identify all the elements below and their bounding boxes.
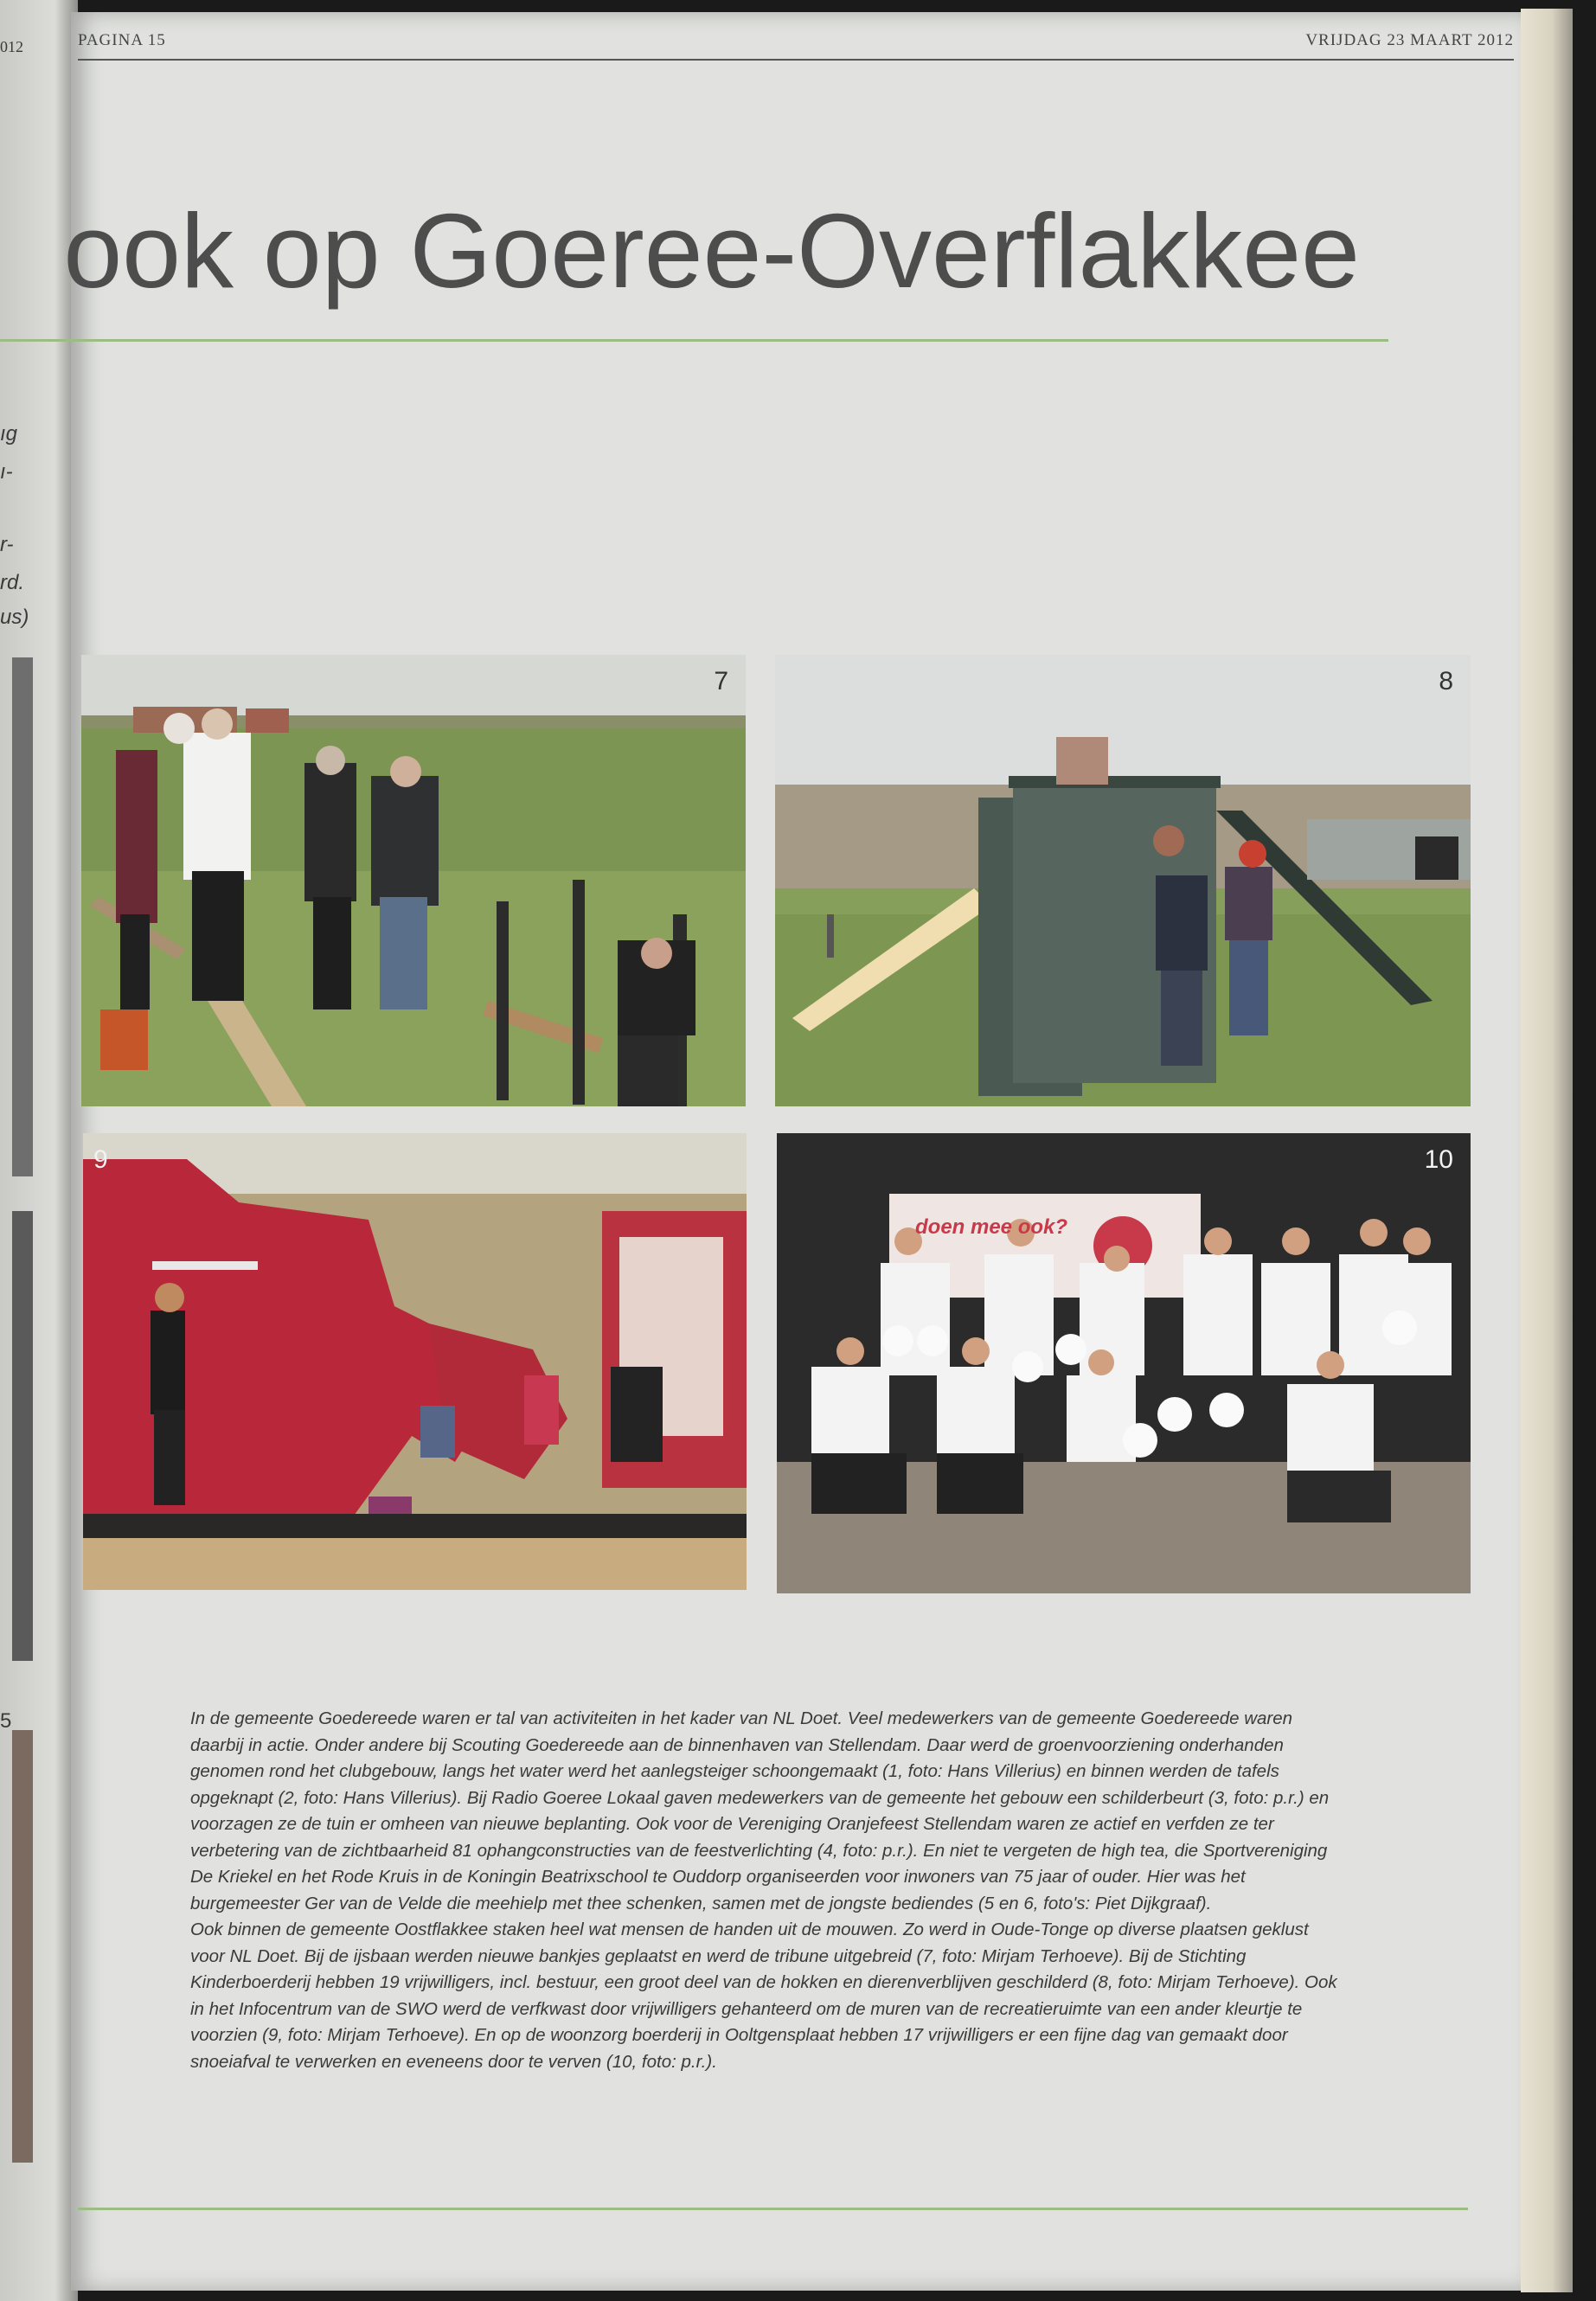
page-number: PAGINA 15 xyxy=(78,31,166,49)
photo-caption xyxy=(190,1706,1341,2075)
caption-paragraph-oostflakkee: Ook binnen de gemeente Oostflakkee staken heel wat mensen de handen uit de mouwen. Zo werd in Oude-Tonge op diverse plaatsen geklust voor NL Doet. Bij de ijsbaan werden nieuwe bankjes geplaatst en werd de tribune uitgebreid (7, foto: Mirjam Terhoeve). Bij de Stichting Kinderboerderij hebben 19 vrijwilligers, incl. bestuur, een groot deel van de hokken en dierenverblijven geschilderd (8, foto: Mirjam Terhoeve). Ook in het Infocentrum van de SWO werd de verfkwast door vrijwilligers gehanteerd om de muren van de recreatieruimte van een ander kleurtje te voorzien (9, foto: Mirjam Terhoeve). En op de woonzorg boerderij in Ooltgensplaat hebben 17 vrijwilligers er een fijne dag van gemaakt door snoeiafval te verwerken en eveneens door te verven (10, foto: p.r.). xyxy=(190,1920,1337,2072)
photo-10 xyxy=(777,1133,1471,1593)
page-date: VRIJDAG 23 MAART 2012 xyxy=(1305,31,1514,49)
photo-7 xyxy=(81,655,746,1106)
photo-number: 10 xyxy=(1424,1145,1453,1174)
left-page-fragment: r- xyxy=(0,533,14,556)
footer-rule xyxy=(78,2208,1468,2210)
header-rule xyxy=(78,59,1514,61)
left-page-fragment: us) xyxy=(0,606,29,629)
left-page-fragment: ıg xyxy=(0,422,18,445)
left-page-photo-strip xyxy=(12,657,33,1176)
left-page-fragment: 5 xyxy=(0,1709,12,1733)
caption-paragraph-goedereede: In de gemeente Goedereede waren er tal van activiteiten in het kader van NL Doet. Veel medewerkers van de gemeente Goedereede waren daarbij in actie. Onder andere bij Scouting Goedereede aan de binnenhaven van Stellendam. Daar werd de groenvoorziening onderhanden genomen rond het clubgebouw, langs het water werd het aanlegsteiger schoongemaakt (1, foto: Hans Villerius) en binnen werden de tafels opgeknapt (2, foto: Hans Villerius). Bij Radio Goeree Lokaal gaven medewerkers van de gemeente het gebouw een schilderbeurt (3, foto: p.r.) en voorzagen ze de tuin er omheen van nieuwe beplanting. Ook voor de Vereniging Oranjefeest Stellendam waren ze actief en verfden ze ter verbetering van de zichtbaarheid 81 ophangconstructies van de feestverlichting (4, foto: p.r.). En niet te vergeten de high tea, die Sportvereniging De Kriekel en het Rode Kruis in de Koningin Beatrixschool te Ouddorp organiseerden voor inwoners van 75 jaar of ouder. Hier was het burgemeester Ger van de Velde die meehielp met thee schenken, samen met de jongste bediendes (5 en 6, foto's: Piet Dijkgraaf). xyxy=(190,1708,1330,1913)
photo-9 xyxy=(83,1133,747,1590)
left-page-photo-strip xyxy=(12,1730,33,2163)
headline-text: ook op Goeree-Overflakkee xyxy=(63,192,1360,310)
left-page-fragment: ı- xyxy=(0,460,13,484)
headline-rule xyxy=(0,339,1388,342)
headline xyxy=(0,190,1445,337)
left-page-fragment: 012 xyxy=(0,38,23,55)
photo-number: 9 xyxy=(93,1145,108,1174)
left-page-photo-strip xyxy=(12,1211,33,1661)
photo-number: 7 xyxy=(714,667,728,695)
adjacent-page-edge xyxy=(0,0,78,2301)
photo-8 xyxy=(775,655,1471,1106)
left-page-fragment: rd. xyxy=(0,571,25,594)
page-binding-edge xyxy=(1521,9,1573,2292)
banner-text: doen mee ook? xyxy=(915,1215,1068,1239)
photo-number: 8 xyxy=(1439,667,1453,695)
